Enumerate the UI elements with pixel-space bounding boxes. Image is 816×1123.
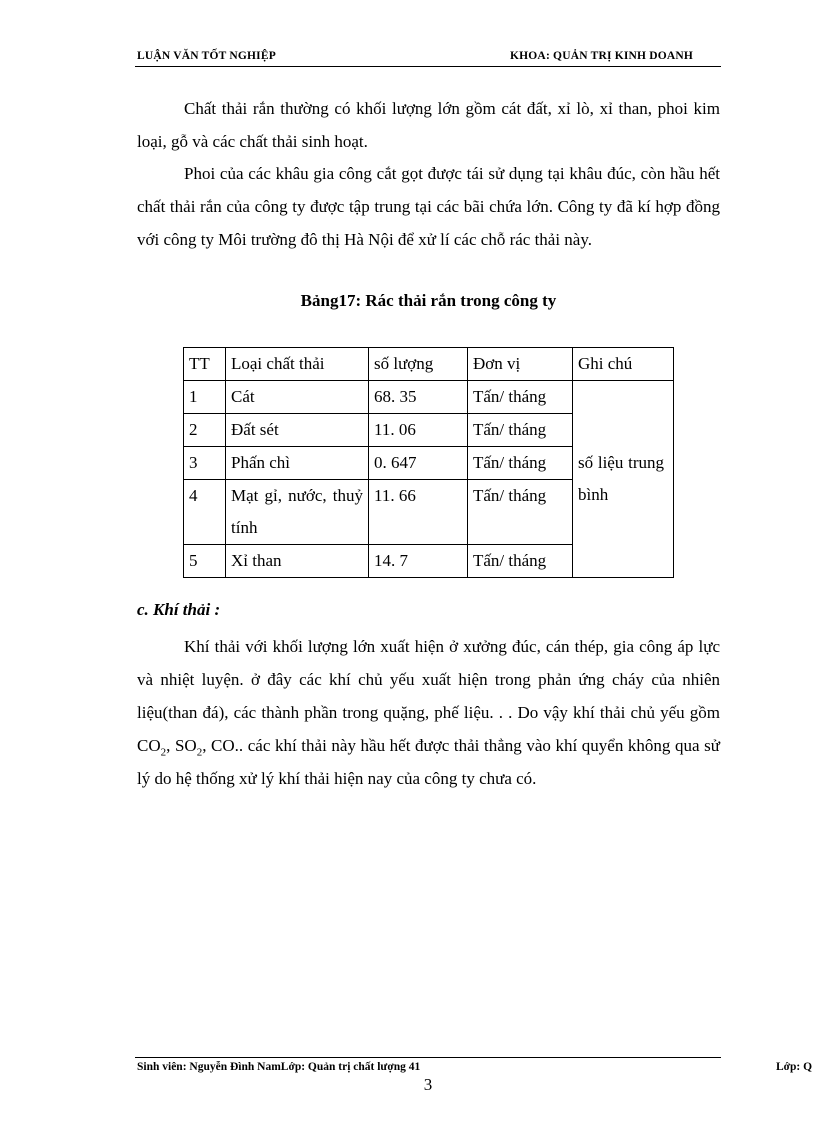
table-header-cell: TT [184, 348, 226, 381]
header-right: KHOA: QUẢN TRỊ KINH DOANH [510, 50, 694, 62]
section-c-paragraph [137, 630, 720, 795]
qty-cell: 68. 35 [369, 381, 468, 414]
unit-cell: Tấn/ tháng [468, 447, 573, 480]
tt-cell: 2 [184, 414, 226, 447]
type-cell: Mạt gỉ, nước, thuỷ tính [226, 480, 369, 545]
qty-cell: 11. 06 [369, 414, 468, 447]
tt-cell: 5 [184, 545, 226, 578]
qty-cell: 14. 7 [369, 545, 468, 578]
table-header-row [184, 348, 674, 381]
subscript: 2 [196, 746, 203, 759]
unit-cell: Tấn/ tháng [468, 480, 573, 545]
table-caption: Bảng17: Rác thải rắn trong công ty [300, 291, 557, 310]
footer-class: Lớp: Q [776, 1061, 813, 1073]
table-header-cell: số lượng [369, 348, 468, 381]
table-row [184, 381, 674, 414]
paragraph-2-text: Phoi của các khâu gia công cắt gọt được tái sử dụng tại khâu đúc, còn hầu hết chất thải rắn của công ty được tập trung tại các bãi chứa lớn. Công ty đã kí hợp đồng với công ty Môi trường đô thị Hà Nội để xử lí các chỗ rác thải này. [137, 164, 720, 249]
type-cell: Cát [226, 381, 369, 414]
waste-table [183, 347, 674, 578]
footer-rule [135, 1057, 721, 1058]
section-c-text-after: , CO.. các khí thải này hầu hết được thải thẳng vào khí quyển không qua sử lý do hệ thống xử lý khí thải hiện nay của công ty chưa có. [137, 736, 720, 788]
unit-cell: Tấn/ tháng [468, 381, 573, 414]
tt-cell: 1 [184, 381, 226, 414]
type-cell: Xỉ than [226, 545, 369, 578]
type-cell: Đất sét [226, 414, 369, 447]
subscript: 2 [160, 746, 167, 759]
table-header-cell: Loại chất thải [226, 348, 369, 381]
qty-cell: 0. 647 [369, 447, 468, 480]
paragraph-1 [137, 92, 720, 158]
type-cell: Phấn chì [226, 447, 369, 480]
note-text: số liệu trung bình [578, 453, 664, 504]
tt-cell: 4 [184, 480, 226, 545]
section-heading: c. Khí thải : [137, 600, 221, 619]
unit-cell: Tấn/ tháng [468, 414, 573, 447]
qty-cell: 11. 66 [369, 480, 468, 545]
table-header-cell: Đơn vị [468, 348, 573, 381]
section-c-text-before: Khí thải với khối lượng lớn xuất hiện ở xưởng đúc, cán thép, gia công áp lực và nhiệt luyện. ở đây các khí chủ yếu xuất hiện trong phản ứng cháy của nhiên liệu(than đá), các thành phần trong quặng, phế liệu. . . Do vậy khí thải chủ yếu gồm CO [137, 637, 720, 755]
page-number: 3 [423, 1075, 433, 1094]
unit-cell: Tấn/ tháng [468, 545, 573, 578]
header-left: LUẬN VĂN TỐT NGHIỆP [137, 50, 276, 62]
tt-cell: 3 [184, 447, 226, 480]
footer-student: Sinh viên: Nguyễn Đình NamLớp: Quản trị chất lượng 41 [137, 1061, 421, 1073]
section-c-text-mid: , SO [166, 736, 197, 755]
paragraph-2 [137, 157, 720, 256]
table-header-cell: Ghi chú [573, 348, 674, 381]
note-cell [573, 381, 674, 578]
paragraph-1-text: Chất thải rắn thường có khối lượng lớn gồm cát đất, xỉ lò, xỉ than, phoi kim loại, gỗ và các chất thải sinh hoạt. [137, 99, 720, 151]
header-rule [135, 66, 721, 67]
